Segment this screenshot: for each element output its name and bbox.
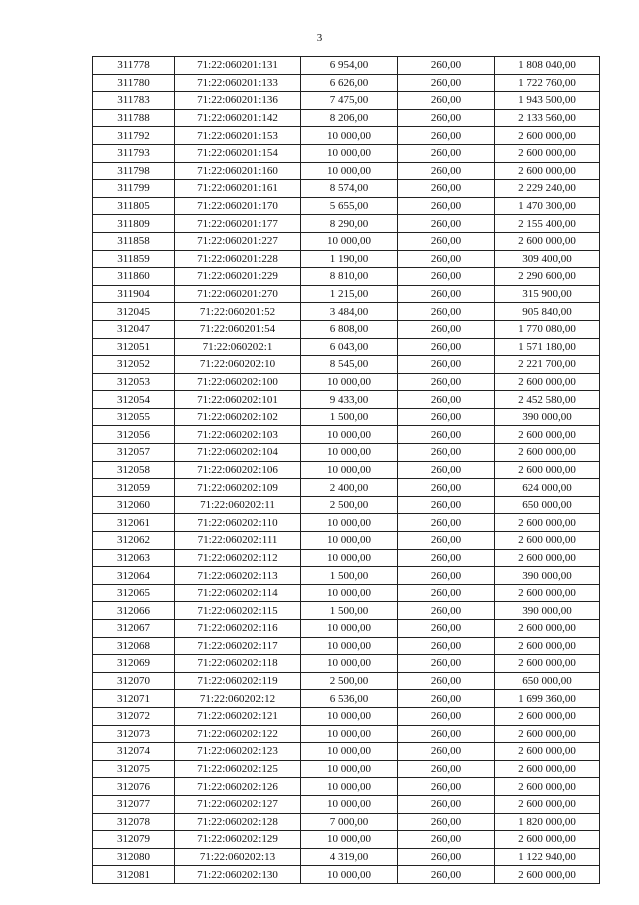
cadastral-number-cell: 71:22:060202:112 [175,549,301,567]
value-cell: 2 600 000,00 [495,620,600,638]
table-row [93,285,600,303]
value-cell: 1 571 180,00 [495,338,600,356]
rate-cell: 260,00 [398,655,495,673]
cadastral-number-cell: 71:22:060202:125 [175,760,301,778]
value-cell: 1 722 760,00 [495,74,600,92]
record-id-cell: 312063 [93,549,175,567]
record-id-cell: 312071 [93,690,175,708]
table-row [93,532,600,550]
cadastral-number-cell: 71:22:060201:229 [175,268,301,286]
area-cell: 10 000,00 [301,795,398,813]
rate-cell: 260,00 [398,514,495,532]
record-id-cell: 311809 [93,215,175,233]
record-id-cell: 312070 [93,672,175,690]
area-cell: 10 000,00 [301,637,398,655]
rate-cell: 260,00 [398,567,495,585]
area-cell: 2 400,00 [301,479,398,497]
cadastral-number-cell: 71:22:060202:128 [175,813,301,831]
area-cell: 10 000,00 [301,426,398,444]
record-id-cell: 312067 [93,620,175,638]
rate-cell: 260,00 [398,778,495,796]
rate-cell: 260,00 [398,92,495,110]
rate-cell: 260,00 [398,232,495,250]
cadastral-number-cell: 71:22:060202:104 [175,444,301,462]
value-cell: 315 900,00 [495,285,600,303]
cadastral-number-cell: 71:22:060201:228 [175,250,301,268]
area-cell: 5 655,00 [301,197,398,215]
area-cell: 1 500,00 [301,567,398,585]
cadastral-number-cell: 71:22:060202:127 [175,795,301,813]
cadastral-number-cell: 71:22:060202:11 [175,496,301,514]
area-cell: 10 000,00 [301,127,398,145]
record-id-cell: 312079 [93,831,175,849]
area-cell: 10 000,00 [301,461,398,479]
cadastral-number-cell: 71:22:060201:160 [175,162,301,180]
cadastral-number-cell: 71:22:060201:54 [175,320,301,338]
value-cell: 2 600 000,00 [495,637,600,655]
table-row [93,866,600,884]
area-cell: 6 043,00 [301,338,398,356]
record-id-cell: 312060 [93,496,175,514]
record-id-cell: 312077 [93,795,175,813]
table-row [93,690,600,708]
cadastral-number-cell: 71:22:060201:170 [175,197,301,215]
rate-cell: 260,00 [398,672,495,690]
record-id-cell: 312076 [93,778,175,796]
cadastral-number-cell: 71:22:060202:100 [175,373,301,391]
record-id-cell: 311783 [93,92,175,110]
record-id-cell: 311904 [93,285,175,303]
area-cell: 7 000,00 [301,813,398,831]
rate-cell: 260,00 [398,461,495,479]
cadastral-number-cell: 71:22:060202:123 [175,743,301,761]
area-cell: 10 000,00 [301,655,398,673]
rate-cell: 260,00 [398,444,495,462]
area-cell: 10 000,00 [301,144,398,162]
rate-cell: 260,00 [398,109,495,127]
record-id-cell: 311792 [93,127,175,145]
table-row [93,144,600,162]
rate-cell: 260,00 [398,532,495,550]
record-id-cell: 312069 [93,655,175,673]
value-cell: 2 229 240,00 [495,180,600,198]
value-cell: 650 000,00 [495,496,600,514]
area-cell: 6 808,00 [301,320,398,338]
value-cell: 650 000,00 [495,672,600,690]
value-cell: 2 600 000,00 [495,514,600,532]
value-cell: 2 600 000,00 [495,232,600,250]
value-cell: 1 943 500,00 [495,92,600,110]
cadastral-number-cell: 71:22:060202:121 [175,707,301,725]
area-cell: 10 000,00 [301,707,398,725]
area-cell: 6 536,00 [301,690,398,708]
record-id-cell: 312073 [93,725,175,743]
rate-cell: 260,00 [398,356,495,374]
record-id-cell: 311858 [93,232,175,250]
table-row [93,461,600,479]
value-cell: 2 600 000,00 [495,532,600,550]
value-cell: 1 470 300,00 [495,197,600,215]
table-row [93,109,600,127]
rate-cell: 260,00 [398,127,495,145]
record-id-cell: 312057 [93,444,175,462]
cadastral-number-cell: 71:22:060201:133 [175,74,301,92]
value-cell: 2 600 000,00 [495,373,600,391]
value-cell: 2 452 580,00 [495,391,600,409]
area-cell: 1 215,00 [301,285,398,303]
rate-cell: 260,00 [398,144,495,162]
table-row [93,813,600,831]
record-id-cell: 312072 [93,707,175,725]
cadastral-number-cell: 71:22:060202:115 [175,602,301,620]
table-row [93,215,600,233]
area-cell: 10 000,00 [301,866,398,884]
cadastral-number-cell: 71:22:060202:113 [175,567,301,585]
value-cell: 2 600 000,00 [495,725,600,743]
area-cell: 10 000,00 [301,760,398,778]
table-row [93,707,600,725]
record-id-cell: 312075 [93,760,175,778]
table-row [93,356,600,374]
area-cell: 10 000,00 [301,743,398,761]
table-row [93,250,600,268]
area-cell: 2 500,00 [301,496,398,514]
value-cell: 2 600 000,00 [495,144,600,162]
rate-cell: 260,00 [398,426,495,444]
record-id-cell: 312074 [93,743,175,761]
cadastral-number-cell: 71:22:060202:119 [175,672,301,690]
area-cell: 8 810,00 [301,268,398,286]
cadastral-number-cell: 71:22:060201:227 [175,232,301,250]
value-cell: 2 600 000,00 [495,831,600,849]
value-cell: 2 600 000,00 [495,426,600,444]
table-row [93,268,600,286]
cadastral-number-cell: 71:22:060202:129 [175,831,301,849]
cadastral-number-cell: 71:22:060202:13 [175,848,301,866]
cadastral-number-cell: 71:22:060202:122 [175,725,301,743]
table-row [93,795,600,813]
table-row [93,197,600,215]
record-id-cell: 312058 [93,461,175,479]
area-cell: 8 545,00 [301,356,398,374]
rate-cell: 260,00 [398,57,495,75]
table-row [93,479,600,497]
value-cell: 2 600 000,00 [495,778,600,796]
record-id-cell: 311798 [93,162,175,180]
rate-cell: 260,00 [398,391,495,409]
record-id-cell: 312065 [93,584,175,602]
area-cell: 8 206,00 [301,109,398,127]
rate-cell: 260,00 [398,373,495,391]
rate-cell: 260,00 [398,602,495,620]
rate-cell: 260,00 [398,795,495,813]
record-id-cell: 311793 [93,144,175,162]
record-id-cell: 312051 [93,338,175,356]
rate-cell: 260,00 [398,215,495,233]
record-id-cell: 311805 [93,197,175,215]
rate-cell: 260,00 [398,637,495,655]
rate-cell: 260,00 [398,743,495,761]
page-number: 3 [316,32,323,44]
rate-cell: 260,00 [398,197,495,215]
table-body [93,57,600,884]
record-id-cell: 311860 [93,268,175,286]
rate-cell: 260,00 [398,831,495,849]
cadastral-number-cell: 71:22:060202:101 [175,391,301,409]
area-cell: 10 000,00 [301,831,398,849]
record-id-cell: 312061 [93,514,175,532]
value-cell: 2 600 000,00 [495,127,600,145]
area-cell: 8 290,00 [301,215,398,233]
record-id-cell: 312045 [93,303,175,321]
value-cell: 2 290 600,00 [495,268,600,286]
cadastral-number-cell: 71:22:060201:131 [175,57,301,75]
table-row [93,496,600,514]
rate-cell: 260,00 [398,813,495,831]
table-row [93,760,600,778]
area-cell: 10 000,00 [301,532,398,550]
cadastral-number-cell: 71:22:060202:109 [175,479,301,497]
value-cell: 2 600 000,00 [495,461,600,479]
rate-cell: 260,00 [398,690,495,708]
record-id-cell: 312052 [93,356,175,374]
table-row [93,180,600,198]
record-id-cell: 312047 [93,320,175,338]
area-cell: 10 000,00 [301,514,398,532]
cadastral-number-cell: 71:22:060202:130 [175,866,301,884]
rate-cell: 260,00 [398,848,495,866]
table-row [93,725,600,743]
record-id-cell: 312080 [93,848,175,866]
cadastral-number-cell: 71:22:060201:270 [175,285,301,303]
rate-cell: 260,00 [398,250,495,268]
rate-cell: 260,00 [398,584,495,602]
value-cell: 2 155 400,00 [495,215,600,233]
value-cell: 624 000,00 [495,479,600,497]
value-cell: 2 133 560,00 [495,109,600,127]
record-id-cell: 312056 [93,426,175,444]
table-row [93,567,600,585]
rate-cell: 260,00 [398,338,495,356]
value-cell: 390 000,00 [495,602,600,620]
cadastral-number-cell: 71:22:060202:111 [175,532,301,550]
table-row [93,672,600,690]
table-row [93,637,600,655]
area-cell: 10 000,00 [301,232,398,250]
rate-cell: 260,00 [398,725,495,743]
area-cell: 1 500,00 [301,602,398,620]
rate-cell: 260,00 [398,162,495,180]
land-plot-table [92,56,600,884]
area-cell: 3 484,00 [301,303,398,321]
cadastral-number-cell: 71:22:060202:12 [175,690,301,708]
record-id-cell: 311780 [93,74,175,92]
rate-cell: 260,00 [398,479,495,497]
area-cell: 10 000,00 [301,444,398,462]
table-row [93,655,600,673]
table-row [93,743,600,761]
value-cell: 905 840,00 [495,303,600,321]
record-id-cell: 312066 [93,602,175,620]
cadastral-number-cell: 71:22:060201:153 [175,127,301,145]
value-cell: 2 600 000,00 [495,655,600,673]
record-id-cell: 311788 [93,109,175,127]
table-row [93,444,600,462]
rate-cell: 260,00 [398,74,495,92]
area-cell: 10 000,00 [301,549,398,567]
value-cell: 2 600 000,00 [495,707,600,725]
record-id-cell: 312081 [93,866,175,884]
area-cell: 6 954,00 [301,57,398,75]
area-cell: 8 574,00 [301,180,398,198]
table-row [93,92,600,110]
value-cell: 1 808 040,00 [495,57,600,75]
value-cell: 2 221 700,00 [495,356,600,374]
area-cell: 1 190,00 [301,250,398,268]
value-cell: 2 600 000,00 [495,444,600,462]
value-cell: 1 770 080,00 [495,320,600,338]
area-cell: 10 000,00 [301,162,398,180]
record-id-cell: 312055 [93,408,175,426]
value-cell: 2 600 000,00 [495,162,600,180]
value-cell: 1 122 940,00 [495,848,600,866]
rate-cell: 260,00 [398,268,495,286]
cadastral-number-cell: 71:22:060201:177 [175,215,301,233]
table-row [93,74,600,92]
table-row [93,426,600,444]
table-row [93,584,600,602]
cadastral-number-cell: 71:22:060201:161 [175,180,301,198]
cadastral-number-cell: 71:22:060201:154 [175,144,301,162]
rate-cell: 260,00 [398,549,495,567]
cadastral-number-cell: 71:22:060202:1 [175,338,301,356]
value-cell: 309 400,00 [495,250,600,268]
rate-cell: 260,00 [398,285,495,303]
record-id-cell: 311799 [93,180,175,198]
rate-cell: 260,00 [398,408,495,426]
area-cell: 10 000,00 [301,620,398,638]
rate-cell: 260,00 [398,760,495,778]
record-id-cell: 312064 [93,567,175,585]
value-cell: 390 000,00 [495,567,600,585]
area-cell: 2 500,00 [301,672,398,690]
cadastral-number-cell: 71:22:060202:110 [175,514,301,532]
value-cell: 1 820 000,00 [495,813,600,831]
table-row [93,831,600,849]
table-row [93,57,600,75]
area-cell: 10 000,00 [301,778,398,796]
table-row [93,848,600,866]
cadastral-number-cell: 71:22:060202:102 [175,408,301,426]
table-row [93,620,600,638]
value-cell: 2 600 000,00 [495,760,600,778]
cadastral-number-cell: 71:22:060202:114 [175,584,301,602]
table-row [93,320,600,338]
table-row [93,303,600,321]
cadastral-number-cell: 71:22:060202:103 [175,426,301,444]
table-row [93,408,600,426]
rate-cell: 260,00 [398,320,495,338]
cadastral-number-cell: 71:22:060202:118 [175,655,301,673]
value-cell: 2 600 000,00 [495,795,600,813]
rate-cell: 260,00 [398,303,495,321]
value-cell: 2 600 000,00 [495,743,600,761]
cadastral-number-cell: 71:22:060201:52 [175,303,301,321]
record-id-cell: 312054 [93,391,175,409]
cadastral-number-cell: 71:22:060201:136 [175,92,301,110]
record-id-cell: 311859 [93,250,175,268]
value-cell: 1 699 360,00 [495,690,600,708]
table-row [93,127,600,145]
cadastral-number-cell: 71:22:060202:106 [175,461,301,479]
record-id-cell: 312059 [93,479,175,497]
value-cell: 390 000,00 [495,408,600,426]
cadastral-number-cell: 71:22:060201:142 [175,109,301,127]
value-cell: 2 600 000,00 [495,549,600,567]
cadastral-number-cell: 71:22:060202:10 [175,356,301,374]
rate-cell: 260,00 [398,707,495,725]
table-row [93,232,600,250]
rate-cell: 260,00 [398,866,495,884]
table-row [93,514,600,532]
record-id-cell: 311778 [93,57,175,75]
record-id-cell: 312053 [93,373,175,391]
record-id-cell: 312078 [93,813,175,831]
cadastral-number-cell: 71:22:060202:117 [175,637,301,655]
area-cell: 4 319,00 [301,848,398,866]
cadastral-number-cell: 71:22:060202:116 [175,620,301,638]
area-cell: 7 475,00 [301,92,398,110]
area-cell: 10 000,00 [301,584,398,602]
area-cell: 10 000,00 [301,373,398,391]
table-row [93,391,600,409]
area-cell: 1 500,00 [301,408,398,426]
table-row [93,162,600,180]
area-cell: 9 433,00 [301,391,398,409]
rate-cell: 260,00 [398,620,495,638]
table-row [93,373,600,391]
record-id-cell: 312062 [93,532,175,550]
cadastral-number-cell: 71:22:060202:126 [175,778,301,796]
table-row [93,778,600,796]
value-cell: 2 600 000,00 [495,584,600,602]
table-row [93,602,600,620]
area-cell: 6 626,00 [301,74,398,92]
record-id-cell: 312068 [93,637,175,655]
rate-cell: 260,00 [398,180,495,198]
rate-cell: 260,00 [398,496,495,514]
table-row [93,338,600,356]
value-cell: 2 600 000,00 [495,866,600,884]
area-cell: 10 000,00 [301,725,398,743]
table-row [93,549,600,567]
